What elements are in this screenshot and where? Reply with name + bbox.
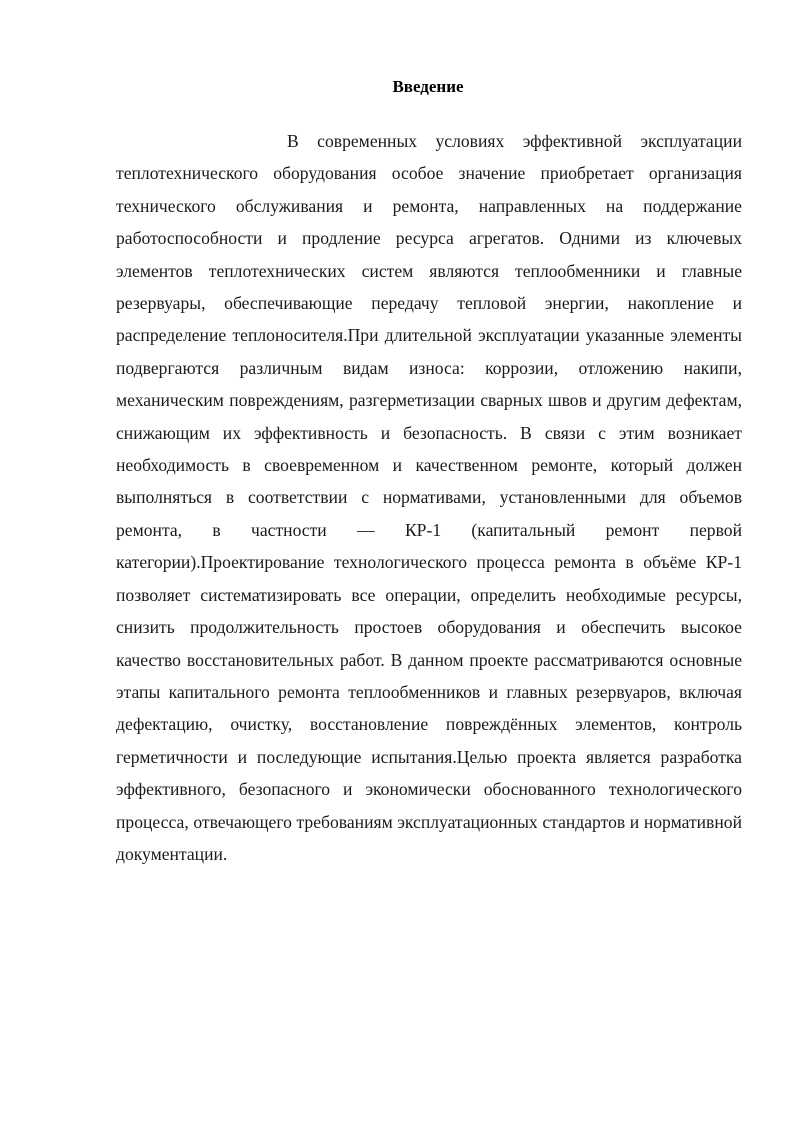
section-heading: Введение: [392, 77, 464, 96]
body-paragraph: В современных условиях эффективной эксплуатации теплотехнического оборудования особое значение приобретает организация технического обслуживания и ремонта, направленных на поддержание работоспособности и продление ресурса агрегатов. Одними из ключевых элементов теплотехнических систем являются теплообменники и главные резервуары, обеспечивающие передачу тепловой энергии, накопление и распределение теплоносителя.При длительной эксплуатации указанные элементы подвергаются различным видам износа: коррозии, отложению накипи, механическим повреждениям, разгерметизации сварных швов и другим дефектам, снижающим их эффективность и безопасность. В связи с этим возникает необходимость в своевременном и качественном ремонте, который должен выполняться в соответствии с нормативами, установленными для объемов ремонта, в частности — КР-1 (капитальный ремонт первой категории).Проектирование технологического процесса ремонта в объёме КР-1 позволяет систематизировать все операции, определить необходимые ресурсы, снизить продолжительность простоев оборудования и обеспечить высокое качество восстановительных работ. В данном проекте рассматриваются основные этапы капитального ремонта теплообменников и главных резервуаров, включая дефектацию, очистку, восстановление повреждённых элементов, контроль герметичности и последующие испытания.Целью проекта является разработка эффективного, безопасного и экономически обоснованного технологического процесса, отвечающего требованиям эксплуатационных стандартов и нормативной документации.: [116, 131, 742, 864]
